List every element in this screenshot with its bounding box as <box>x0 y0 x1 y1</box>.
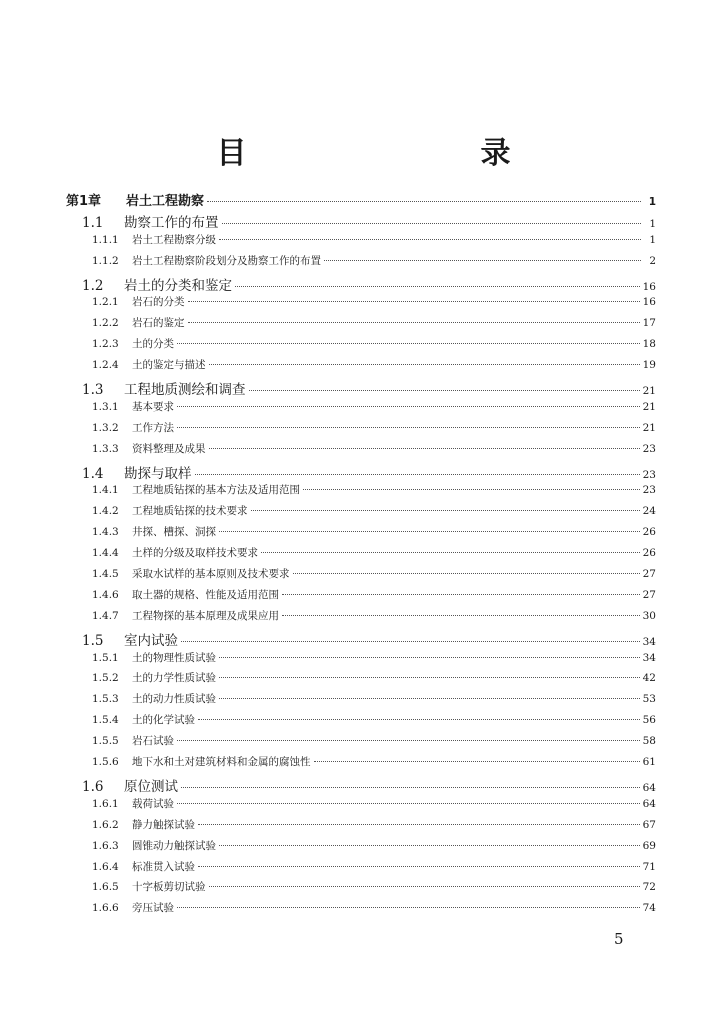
toc-entry-page: 1 <box>648 196 656 208</box>
toc-subsection-entry[interactable] <box>66 817 656 838</box>
toc-subsection-entry[interactable] <box>66 545 656 566</box>
toc-subsection-entry[interactable] <box>66 879 656 900</box>
toc-dot-leader <box>235 286 640 287</box>
toc-subsection-entry[interactable] <box>66 859 656 880</box>
toc-entry-page: 74 <box>642 902 656 915</box>
toc-subsection-entry[interactable] <box>66 608 656 629</box>
toc-dot-leader <box>181 787 640 788</box>
toc-entry-page: 24 <box>642 505 656 518</box>
toc-entry-page: 23 <box>642 468 656 481</box>
toc-subsection-entry[interactable] <box>66 232 656 253</box>
toc-dot-leader <box>219 698 640 699</box>
toc-entry-number: 1.3.1 <box>92 400 119 413</box>
toc-subsection-entry[interactable] <box>66 399 656 420</box>
toc-dot-leader <box>209 364 640 365</box>
toc-entry-page: 53 <box>642 693 656 706</box>
toc-subsection-entry[interactable] <box>66 900 656 921</box>
toc-entry-number: 1.4.4 <box>92 547 119 560</box>
toc-entry-title: 取土器的规格、性能及适用范围 <box>132 588 279 601</box>
toc-entry-number: 1.3.3 <box>92 442 119 455</box>
toc-entry-page: 42 <box>642 672 656 685</box>
toc-entry-title: 载荷试验 <box>132 797 174 810</box>
toc-dot-leader <box>219 239 641 240</box>
toc-entry-number: 1.6.2 <box>92 818 119 831</box>
toc-dot-leader <box>198 824 640 825</box>
toc-dot-leader <box>249 390 640 391</box>
toc-dot-leader <box>198 866 640 867</box>
toc-entry-title: 采取水试样的基本原则及技术要求 <box>132 568 290 581</box>
toc-dot-leader <box>219 531 640 532</box>
toc-subsection-entry[interactable] <box>66 294 656 315</box>
toc-entry-title: 工作方法 <box>132 421 174 434</box>
toc-entry-title: 静力触探试验 <box>132 818 195 831</box>
toc-entry-page: 17 <box>642 317 656 330</box>
toc-entry-number: 1.3 <box>82 382 104 399</box>
toc-entry-page: 64 <box>642 797 656 810</box>
toc-subsection-entry[interactable] <box>66 691 656 712</box>
toc-entry-title: 岩土工程勘察阶段划分及勘察工作的布置 <box>132 254 321 267</box>
toc-entry-page: 27 <box>642 588 656 601</box>
toc-subsection-entry[interactable] <box>66 524 656 545</box>
toc-subsection-entry[interactable] <box>66 503 656 524</box>
toc-entry-number: 1.5.4 <box>92 714 119 727</box>
toc-entry-page: 26 <box>642 526 656 539</box>
toc-dot-leader <box>209 886 640 887</box>
toc-dot-leader <box>251 510 640 511</box>
toc-entry-number: 1.4.7 <box>92 609 119 622</box>
toc-entry-page: 2 <box>649 254 656 267</box>
table-of-contents <box>66 190 656 921</box>
toc-entry-number: 1.1 <box>82 214 104 231</box>
toc-entry-page: 1 <box>649 233 656 246</box>
toc-dot-leader <box>282 594 640 595</box>
toc-entry-title: 岩石试验 <box>132 735 174 748</box>
toc-entry-number: 1.5.5 <box>92 735 119 748</box>
toc-subsection-entry[interactable] <box>66 712 656 733</box>
toc-entry-title: 勘察工作的布置 <box>124 214 219 231</box>
toc-dot-leader <box>177 803 640 804</box>
toc-entry-number: 1.1.2 <box>92 254 119 267</box>
toc-entry-page: 69 <box>642 839 656 852</box>
toc-entry-page: 16 <box>642 280 656 293</box>
toc-dot-leader <box>177 406 640 407</box>
toc-entry-title: 岩石的分类 <box>132 296 185 309</box>
toc-dot-leader <box>177 907 640 908</box>
toc-entry-title: 十字板剪切试验 <box>132 881 206 894</box>
toc-dot-leader <box>177 427 640 428</box>
toc-subsection-entry[interactable] <box>66 253 656 274</box>
toc-entry-title: 工程物探的基本原理及成果应用 <box>132 609 279 622</box>
toc-entry-page: 34 <box>642 635 656 648</box>
toc-subsection-entry[interactable] <box>66 587 656 608</box>
toc-entry-page: 21 <box>642 385 656 398</box>
toc-entry-number: 1.2.1 <box>92 296 119 309</box>
toc-entry-title: 土的鉴定与描述 <box>132 359 206 372</box>
toc-entry-number: 1.6.6 <box>92 902 119 915</box>
toc-dot-leader <box>188 301 640 302</box>
toc-entry-page: 56 <box>642 714 656 727</box>
toc-entry-title: 旁压试验 <box>132 902 174 915</box>
toc-entry-number: 1.5.3 <box>92 693 119 706</box>
toc-entry-title: 原位测试 <box>124 778 178 795</box>
toc-subsection-entry[interactable] <box>66 357 656 378</box>
toc-entry-page: 19 <box>642 359 656 372</box>
toc-entry-page: 61 <box>642 756 656 769</box>
toc-section-entry[interactable] <box>66 775 656 796</box>
toc-entry-title: 土的分类 <box>132 338 174 351</box>
toc-subsection-entry[interactable] <box>66 754 656 775</box>
toc-dot-leader <box>219 657 640 658</box>
toc-subsection-entry[interactable] <box>66 420 656 441</box>
toc-dot-leader <box>195 474 640 475</box>
toc-entry-number: 1.3.2 <box>92 421 119 434</box>
toc-entry-page: 1 <box>649 217 656 230</box>
toc-entry-title: 岩土的分类和鉴定 <box>124 277 232 294</box>
toc-dot-leader <box>188 322 640 323</box>
toc-dot-leader <box>181 641 640 642</box>
toc-entry-page: 30 <box>642 609 656 622</box>
toc-section-entry[interactable] <box>66 629 656 650</box>
toc-entry-title: 资料整理及成果 <box>132 442 206 455</box>
toc-entry-number: 1.6 <box>82 778 104 795</box>
toc-entry-number: 1.6.5 <box>92 881 119 894</box>
toc-subsection-entry[interactable] <box>66 441 656 462</box>
toc-entry-title: 岩土工程勘察分级 <box>132 233 216 246</box>
toc-entry-page: 27 <box>642 568 656 581</box>
toc-subsection-entry[interactable] <box>66 566 656 587</box>
toc-entry-title: 标准贯入试验 <box>132 860 195 873</box>
toc-entry-number: 1.5.1 <box>92 651 119 664</box>
toc-entry-title: 土样的分级及取样技术要求 <box>132 547 258 560</box>
toc-entry-title: 岩石的鉴定 <box>132 317 185 330</box>
toc-entry-title: 基本要求 <box>132 400 174 413</box>
toc-entry-page: 16 <box>642 296 656 309</box>
toc-entry-title: 土的化学试验 <box>132 714 195 727</box>
toc-dot-leader <box>219 677 640 678</box>
toc-entry-page: 64 <box>642 781 656 794</box>
toc-dot-leader <box>177 343 640 344</box>
toc-entry-number: 1.4.3 <box>92 526 119 539</box>
toc-entry-number: 1.1.1 <box>92 233 119 246</box>
toc-entry-number: 1.4 <box>82 465 104 482</box>
toc-entry-page: 18 <box>642 338 656 351</box>
toc-entry-title: 土的力学性质试验 <box>132 672 216 685</box>
toc-entry-page: 23 <box>642 442 656 455</box>
toc-dot-leader <box>293 573 640 574</box>
toc-entry-number: 1.6.1 <box>92 797 119 810</box>
toc-entry-page: 21 <box>642 421 656 434</box>
toc-entry-page: 34 <box>642 651 656 664</box>
toc-dot-leader <box>222 223 642 224</box>
toc-entry-title: 工程地质测绘和调查 <box>124 382 246 399</box>
toc-subsection-entry[interactable] <box>66 838 656 859</box>
toc-subsection-entry[interactable] <box>66 733 656 754</box>
page-number: 5 <box>614 930 624 948</box>
toc-chapter-entry[interactable] <box>66 190 656 211</box>
toc-entry-page: 72 <box>642 881 656 894</box>
toc-subsection-entry[interactable] <box>66 336 656 357</box>
toc-entry-number: 1.2.4 <box>92 359 119 372</box>
toc-section-entry[interactable] <box>66 211 656 232</box>
toc-subsection-entry[interactable] <box>66 796 656 817</box>
toc-entry-number: 1.5 <box>82 632 104 649</box>
toc-entry-number: 第1章 <box>66 194 102 209</box>
toc-entry-number: 1.5.6 <box>92 756 119 769</box>
toc-entry-number: 1.5.2 <box>92 672 119 685</box>
page-title: 目 录 <box>216 136 569 171</box>
toc-entry-title: 地下水和土对建筑材料和金属的腐蚀性 <box>132 756 311 769</box>
toc-entry-title: 岩土工程勘察 <box>126 194 205 209</box>
toc-dot-leader <box>198 719 640 720</box>
toc-entry-title: 土的物理性质试验 <box>132 651 216 664</box>
toc-dot-leader <box>324 260 641 261</box>
toc-entry-number: 1.4.5 <box>92 568 119 581</box>
toc-entry-title: 工程地质钻探的技术要求 <box>132 505 248 518</box>
toc-dot-leader <box>303 489 640 490</box>
toc-subsection-entry[interactable] <box>66 670 656 691</box>
toc-entry-number: 1.2.2 <box>92 317 119 330</box>
toc-dot-leader <box>177 740 640 741</box>
toc-dot-leader <box>219 845 640 846</box>
toc-entry-title: 土的动力性质试验 <box>132 693 216 706</box>
toc-entry-number: 1.2.3 <box>92 338 119 351</box>
toc-dot-leader <box>261 552 640 553</box>
toc-entry-title: 井探、槽探、洞探 <box>132 526 216 539</box>
toc-entry-number: 1.4.6 <box>92 588 119 601</box>
toc-subsection-entry[interactable] <box>66 482 656 503</box>
toc-entry-title: 室内试验 <box>124 632 178 649</box>
toc-entry-number: 1.6.4 <box>92 860 119 873</box>
toc-section-entry[interactable] <box>66 462 656 483</box>
toc-section-entry[interactable] <box>66 378 656 399</box>
toc-dot-leader <box>207 201 641 202</box>
toc-dot-leader <box>209 448 640 449</box>
toc-entry-page: 67 <box>642 818 656 831</box>
toc-entry-page: 21 <box>642 400 656 413</box>
toc-entry-number: 1.6.3 <box>92 839 119 852</box>
toc-entry-page: 71 <box>642 860 656 873</box>
toc-entry-page: 58 <box>642 735 656 748</box>
toc-entry-page: 26 <box>642 547 656 560</box>
toc-subsection-entry[interactable] <box>66 650 656 671</box>
toc-subsection-entry[interactable] <box>66 315 656 336</box>
toc-dot-leader <box>282 615 640 616</box>
toc-entry-title: 勘探与取样 <box>124 465 192 482</box>
toc-entry-page: 23 <box>642 484 656 497</box>
toc-entry-title: 工程地质钻探的基本方法及适用范围 <box>132 484 300 497</box>
toc-entry-title: 圆锥动力触探试验 <box>132 839 216 852</box>
toc-entry-number: 1.4.1 <box>92 484 119 497</box>
toc-entry-number: 1.2 <box>82 277 104 294</box>
toc-dot-leader <box>314 761 640 762</box>
toc-entry-number: 1.4.2 <box>92 505 119 518</box>
toc-section-entry[interactable] <box>66 274 656 295</box>
